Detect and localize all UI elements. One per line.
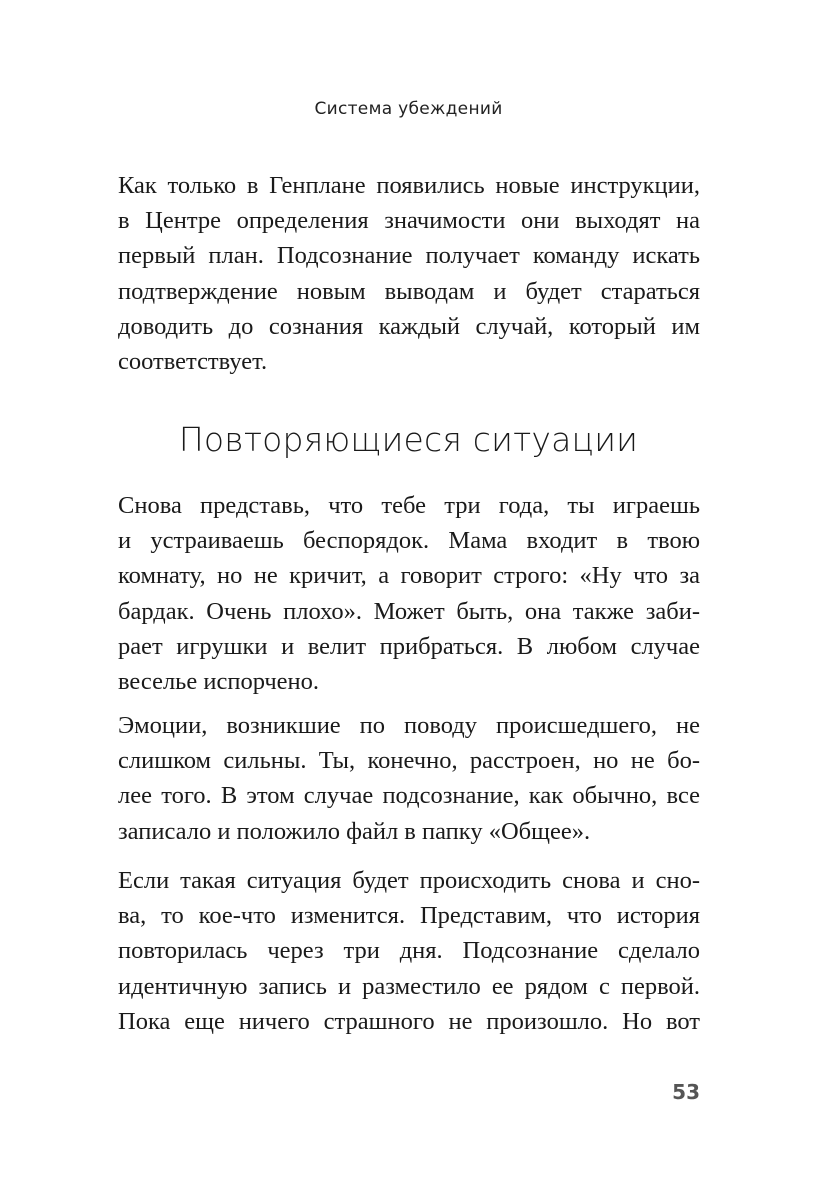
text-line: записало и положило файл в папку «Общее». (118, 817, 591, 845)
running-head: Система убеждений (314, 99, 503, 119)
text-line: Эмоции, возникшие по поводу происшедшего, не (118, 712, 700, 739)
text-line: подтверждение новым выводам и будет стараться (118, 277, 700, 305)
text-line: первый план. Подсознание получает команду искать (118, 242, 700, 270)
text-line: ва, то кое-что изменится. Представим, что история (118, 902, 700, 930)
text-line: повторилась через три дня. Подсознание сделало (118, 937, 700, 965)
page-number: 53 (672, 1080, 700, 1104)
text-line: в Центре определения значимости они выходят на (118, 207, 700, 235)
text-line: соответствует. (118, 348, 268, 376)
text-line: бардак. Очень плохо». Может быть, она также заби- (118, 597, 700, 625)
text-line: лее того. В этом случае подсознание, как обычно, все (118, 782, 700, 810)
text-line: и устраиваешь беспорядок. Мама входит в твою (118, 527, 700, 555)
text-line: слишком сильны. Ты, конечно, расстроен, но не бо- (118, 747, 700, 775)
text-line: Снова представь, что тебе три года, ты играешь (118, 492, 700, 519)
section-heading: Повторяющиеся ситуации (178, 420, 639, 459)
paragraph-1 (118, 168, 700, 379)
text-line: Если такая ситуация будет происходить снова и сно- (118, 867, 700, 894)
text-line: веселье испорчено. (118, 668, 320, 696)
text-line: идентичную запись и разместило ее рядом с первой. (118, 972, 700, 1000)
paragraph-2 (118, 488, 700, 699)
text-line: доводить до сознания каждый случай, который им (118, 312, 700, 340)
text-line: Как только в Генплане появились новые инструкции, (118, 172, 700, 199)
text-line: Пока еще ничего страшного не произошло. Но вот (118, 1007, 700, 1035)
paragraph-4 (118, 863, 700, 1039)
text-line: рает игрушки и велит прибраться. В любом случае (118, 632, 700, 660)
text-line: комнату, но не кричит, а говорит строго: «Ну что за (118, 562, 700, 590)
paragraph-3 (118, 708, 700, 849)
